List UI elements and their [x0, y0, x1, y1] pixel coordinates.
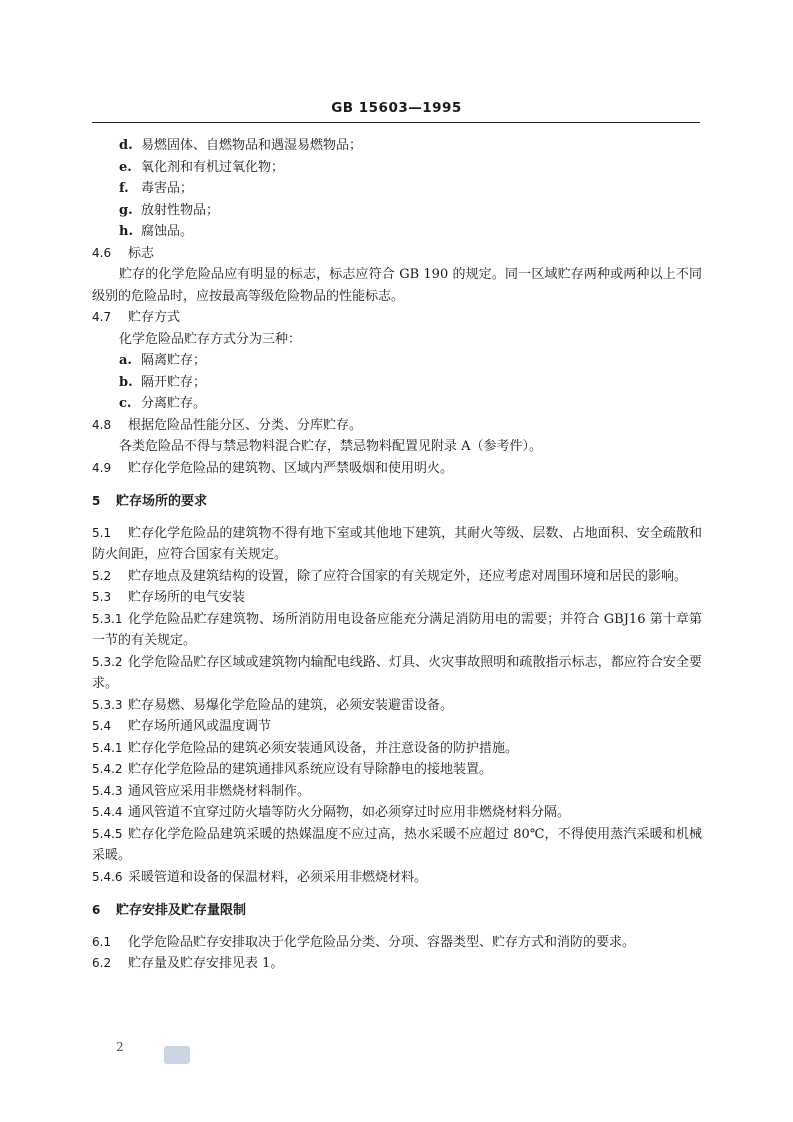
item-letter: e.: [119, 159, 132, 175]
section-heading: [92, 307, 702, 329]
clause: [92, 587, 702, 609]
section-number: 4.9: [92, 460, 112, 475]
clause: [92, 867, 702, 889]
clause: [92, 458, 702, 480]
item-text: 易燃固体、自燃物品和遇湿易燃物品；: [141, 138, 363, 153]
clause-text: 贮存易燃、易爆化学危险品的建筑，必须安装避雷设备。: [128, 697, 454, 713]
section-title: 贮存方式: [128, 310, 181, 325]
page-number: 2: [116, 1040, 124, 1054]
section-number: 5.3.2: [92, 654, 123, 669]
chapter-title: 贮存场所的要求: [116, 494, 208, 509]
chapter-title: 贮存安排及贮存量限制: [116, 903, 247, 918]
section-number: 5.4.2: [92, 762, 123, 776]
clause: [92, 652, 702, 695]
section-heading: [92, 243, 702, 265]
item-text: 隔开贮存；: [141, 374, 207, 390]
section-number: 5.4.5: [92, 826, 123, 841]
list-item: [92, 372, 702, 394]
clause-text: 化学危险品贮存区域或建筑物内输配电线路、灯具、火灾事故照明和疏散指示标志，都应符合安全要求。: [92, 654, 702, 691]
clause: [92, 695, 702, 717]
clause-text: 采暖管道和设备的保温材料，必须采用非燃烧材料。: [128, 869, 428, 885]
item-letter: g.: [119, 202, 133, 218]
chapter-heading: [92, 900, 702, 922]
list-item: [92, 350, 702, 372]
section-number: 5.4.6: [92, 869, 123, 884]
clause-text: 贮存化学危险品的建筑物不得有地下室或其他地下建筑，其耐火等级、层数、占地面积、安全疏散和防火间距，应符合国家有关规定。: [92, 525, 702, 562]
section-number: 5.4: [92, 719, 112, 733]
item-text: 腐蚀品。: [141, 224, 194, 239]
item-text: 放射性物品；: [141, 202, 220, 218]
list-item: [92, 221, 702, 243]
section-number: 4.7: [92, 310, 112, 324]
section-number: 5.4.1: [92, 740, 123, 755]
clause: [92, 824, 702, 867]
section-number: 5.3.3: [92, 697, 123, 712]
clause: [92, 781, 702, 803]
item-letter: a.: [119, 353, 132, 368]
item-letter: d.: [119, 138, 133, 153]
publisher-logo-icon: [164, 1046, 190, 1064]
section-number: 6.2: [92, 956, 112, 970]
clause-text: 贮存化学危险品的建筑物、区域内严禁吸烟和使用明火。: [128, 460, 454, 476]
section-number: 4.6: [92, 245, 112, 260]
clause: [92, 932, 702, 954]
clause: [92, 609, 702, 652]
clause-text: 化学危险品贮存建筑物、场所消防用电设备应能充分满足消防用电的需要；并符合 GBJ16 第十章第一节的有关规定。: [92, 611, 702, 648]
document-body: [92, 135, 702, 975]
section-number: 6.1: [92, 934, 112, 949]
paragraph: 贮存的化学危险品应有明显的标志，标志应符合 GB 190 的规定。同一区域贮存两种或两种以上不同级别的危险品时，应按最高等级危险物品的性能标志。: [92, 267, 702, 304]
clause: [92, 953, 702, 975]
clause-text: 根据危险品性能分区、分类、分库贮存。: [128, 417, 363, 433]
list-item: [92, 135, 702, 157]
clause-text: 贮存场所的电气安装: [128, 590, 246, 605]
clause: [92, 738, 702, 760]
item-letter: f.: [119, 181, 129, 196]
section-number: 5.3.1: [92, 611, 123, 626]
section-title: 标志: [128, 245, 155, 261]
chapter-heading: [92, 491, 702, 513]
clause-text: 通风管应采用非燃烧材料制作。: [128, 783, 311, 799]
list-item: [92, 178, 702, 200]
item-text: 隔离贮存；: [141, 353, 207, 368]
item-text: 毒害品；: [141, 181, 194, 196]
item-letter: b.: [119, 374, 133, 390]
section-number: 5.2: [92, 568, 112, 583]
section-number: 5.1: [92, 525, 112, 540]
clause: [92, 759, 702, 781]
list-item: [92, 157, 702, 179]
clause: [92, 415, 702, 437]
header-rule: [92, 122, 700, 123]
clause: [92, 716, 702, 738]
paragraph: 化学危险品贮存方式分为三种：: [119, 331, 302, 347]
chapter-number: 5: [92, 494, 101, 508]
clause-text: 贮存化学危险品的建筑通排风系统应设有导除静电的接地装置。: [128, 762, 493, 777]
item-letter: c.: [119, 396, 132, 411]
clause: [92, 523, 702, 566]
clause: [92, 566, 702, 588]
section-number: 5.3: [92, 590, 112, 604]
clause-text: 贮存化学危险品的建筑必须安装通风设备，并注意设备的防护措施。: [128, 740, 519, 756]
section-number: 5.4.4: [92, 805, 123, 819]
clause-text: 化学危险品贮存安排取决于化学危险品分类、分项、容器类型、贮存方式和消防的要求。: [128, 934, 636, 950]
clause: [92, 802, 702, 824]
clause-text: 贮存场所通风或温度调节: [128, 719, 272, 734]
section-number: 5.4.3: [92, 783, 123, 798]
list-item: [92, 393, 702, 415]
clause-text: 贮存化学危险品建筑采暖的热媒温度不应过高，热水采暖不应超过 80℃，不得使用蒸汽采暖和机械采暖。: [92, 826, 702, 863]
clause-text: 通风管道不宜穿过防火墙等防火分隔物，如必须穿过时应用非燃烧材料分隔。: [128, 805, 571, 820]
paragraph: 各类危险品不得与禁忌物料混合贮存，禁忌物料配置见附录 A（参考件）。: [119, 439, 543, 454]
item-letter: h.: [119, 224, 133, 239]
clause-text: 贮存量及贮存安排见表 1。: [128, 956, 284, 971]
section-number: 4.8: [92, 417, 112, 432]
list-item: [92, 200, 702, 222]
chapter-number: 6: [92, 903, 101, 917]
item-text: 分离贮存。: [141, 396, 207, 411]
standard-code-header: GB 15603—1995: [331, 100, 462, 116]
clause-text: 贮存地点及建筑结构的设置，除了应符合国家的有关规定外，还应考虑对周围环境和居民的影响。: [128, 568, 688, 584]
item-text: 氧化剂和有机过氧化物；: [141, 159, 285, 175]
